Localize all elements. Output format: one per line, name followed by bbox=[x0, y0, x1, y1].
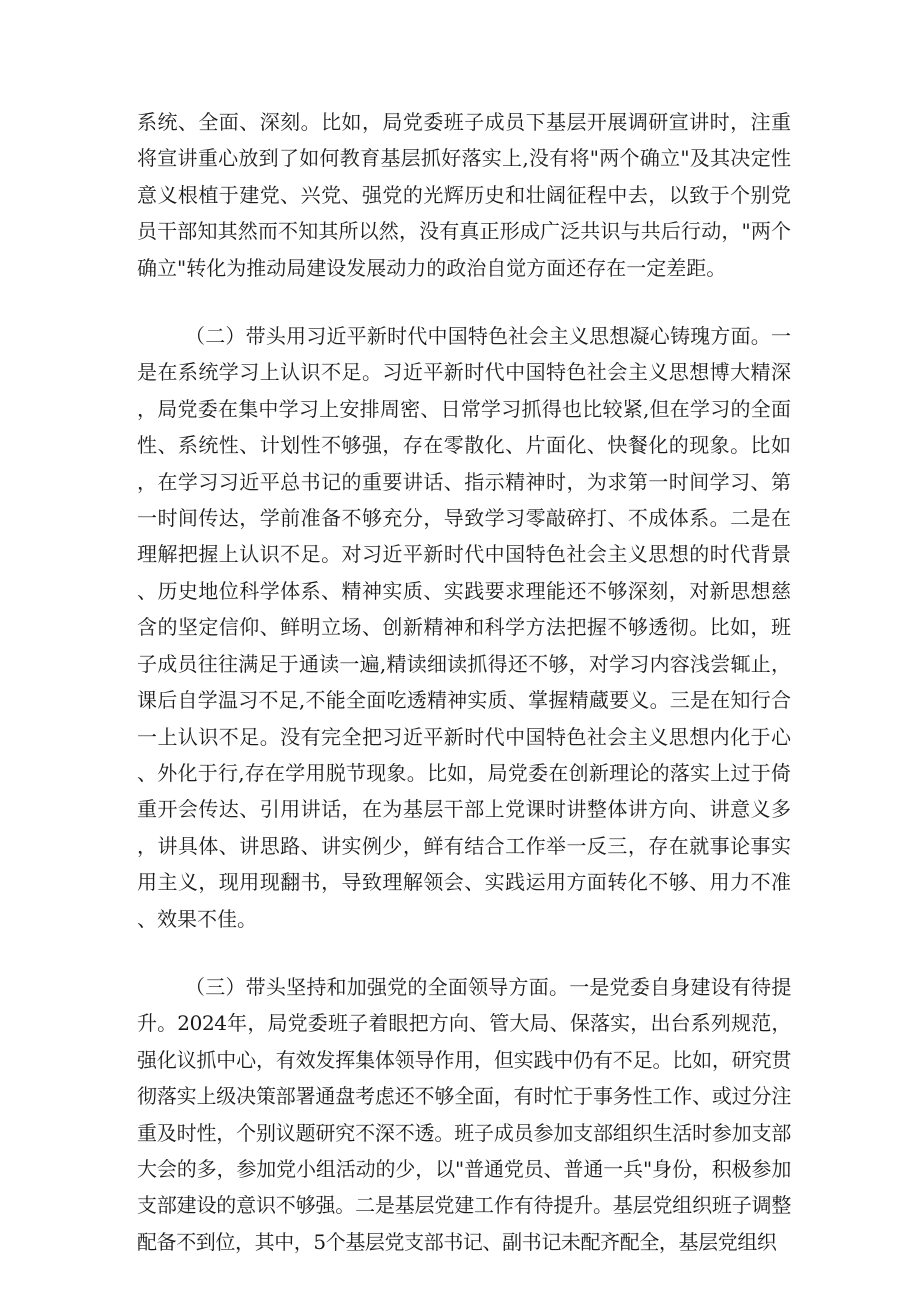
paragraph-continuation: 系统、全面、深刻。比如，局党委班子成员下基层开展调研宣讲时，注重将宣讲重心放到了如何教育基层抓好落实上,没有将"两个确立"及其决定性意义根植于建党、兴党、强党的光辉历史和壮阔征程中去，以致于个别党员干部知其然而不知其所以然，没有真正形成广泛共识与共后行动，"两个确立"转化为推动局建设发展动力的政治自觉方面还存在一定差距。 bbox=[137, 110, 791, 280]
paragraph-section-3: （三）带头坚持和加强党的全面领导方面。一是党委自身建设有待提升。2024年，局党委班子着眼把方向、管大局、保落实，出台系列规范，强化议抓中心，有效发挥集体领导作用，但实践中仍有不足。比如，研究贯彻落实上级决策部署通盘考虑还不够全面，有时忙于事务性工作、或过分注重及时性，个别议题研究不深不透。班子成员参加支部组织生活时参加支部大会的多，参加党小组活动的少，以"普通党员、普通一兵"身份，积极参加支部建设的意识不够强。二是基层党建工作有待提升。基层党组织班子调整配备不到位，其中，5个基层党支部书记、副书记未配齐配全，基层党组织 bbox=[137, 974, 791, 1254]
paragraph-section-2: （二）带头用习近平新时代中国特色社会主义思想凝心铸瑰方面。一是在系统学习上认识不足。习近平新时代中国特色社会主义思想博大精深，局党委在集中学习上安排周密、日常学习抓得也比较紧,但在学习的全面性、系统性、计划性不够强，存在零散化、片面化、快餐化的现象。比如，在学习习近平总书记的重要讲话、指示精神时，为求第一时间学习、第一时间传达，学前准备不够充分，导致学习零敲碎打、不成体系。二是在理解把握上认识不足。对习近平新时代中国特色社会主义思想的时代背景、历史地位科学体系、精神实质、实践要求理能还不够深刻，对新思想慈含的坚定信仰、鲜明立场、创新精神和科学方法把握不够透彻。比如，班子成员往往满足于通读一遍,精读细读抓得还不够，对学习内容浅尝辄止，课后自学温习不足,不能全面吃透精神实质、掌握精蔵要义。三是在知行合一上认识不足。没有完全把习近平新时代中国特色社会主义思想内化于心、外化于行,存在学用脱节现象。比如，局党委在创新理论的落实上过于倚重开会传达、引用讲话，在为基层干部上党课时讲整体讲方向、讲意义多，讲具体、讲思路、讲实例少，鲜有结合工作举一反三，存在就事论事实用主义，现用现翻书，导致理解领会、实践运用方面转化不够、用力不准、效果不佳。 bbox=[137, 324, 791, 931]
document-body bbox=[137, 104, 791, 1260]
